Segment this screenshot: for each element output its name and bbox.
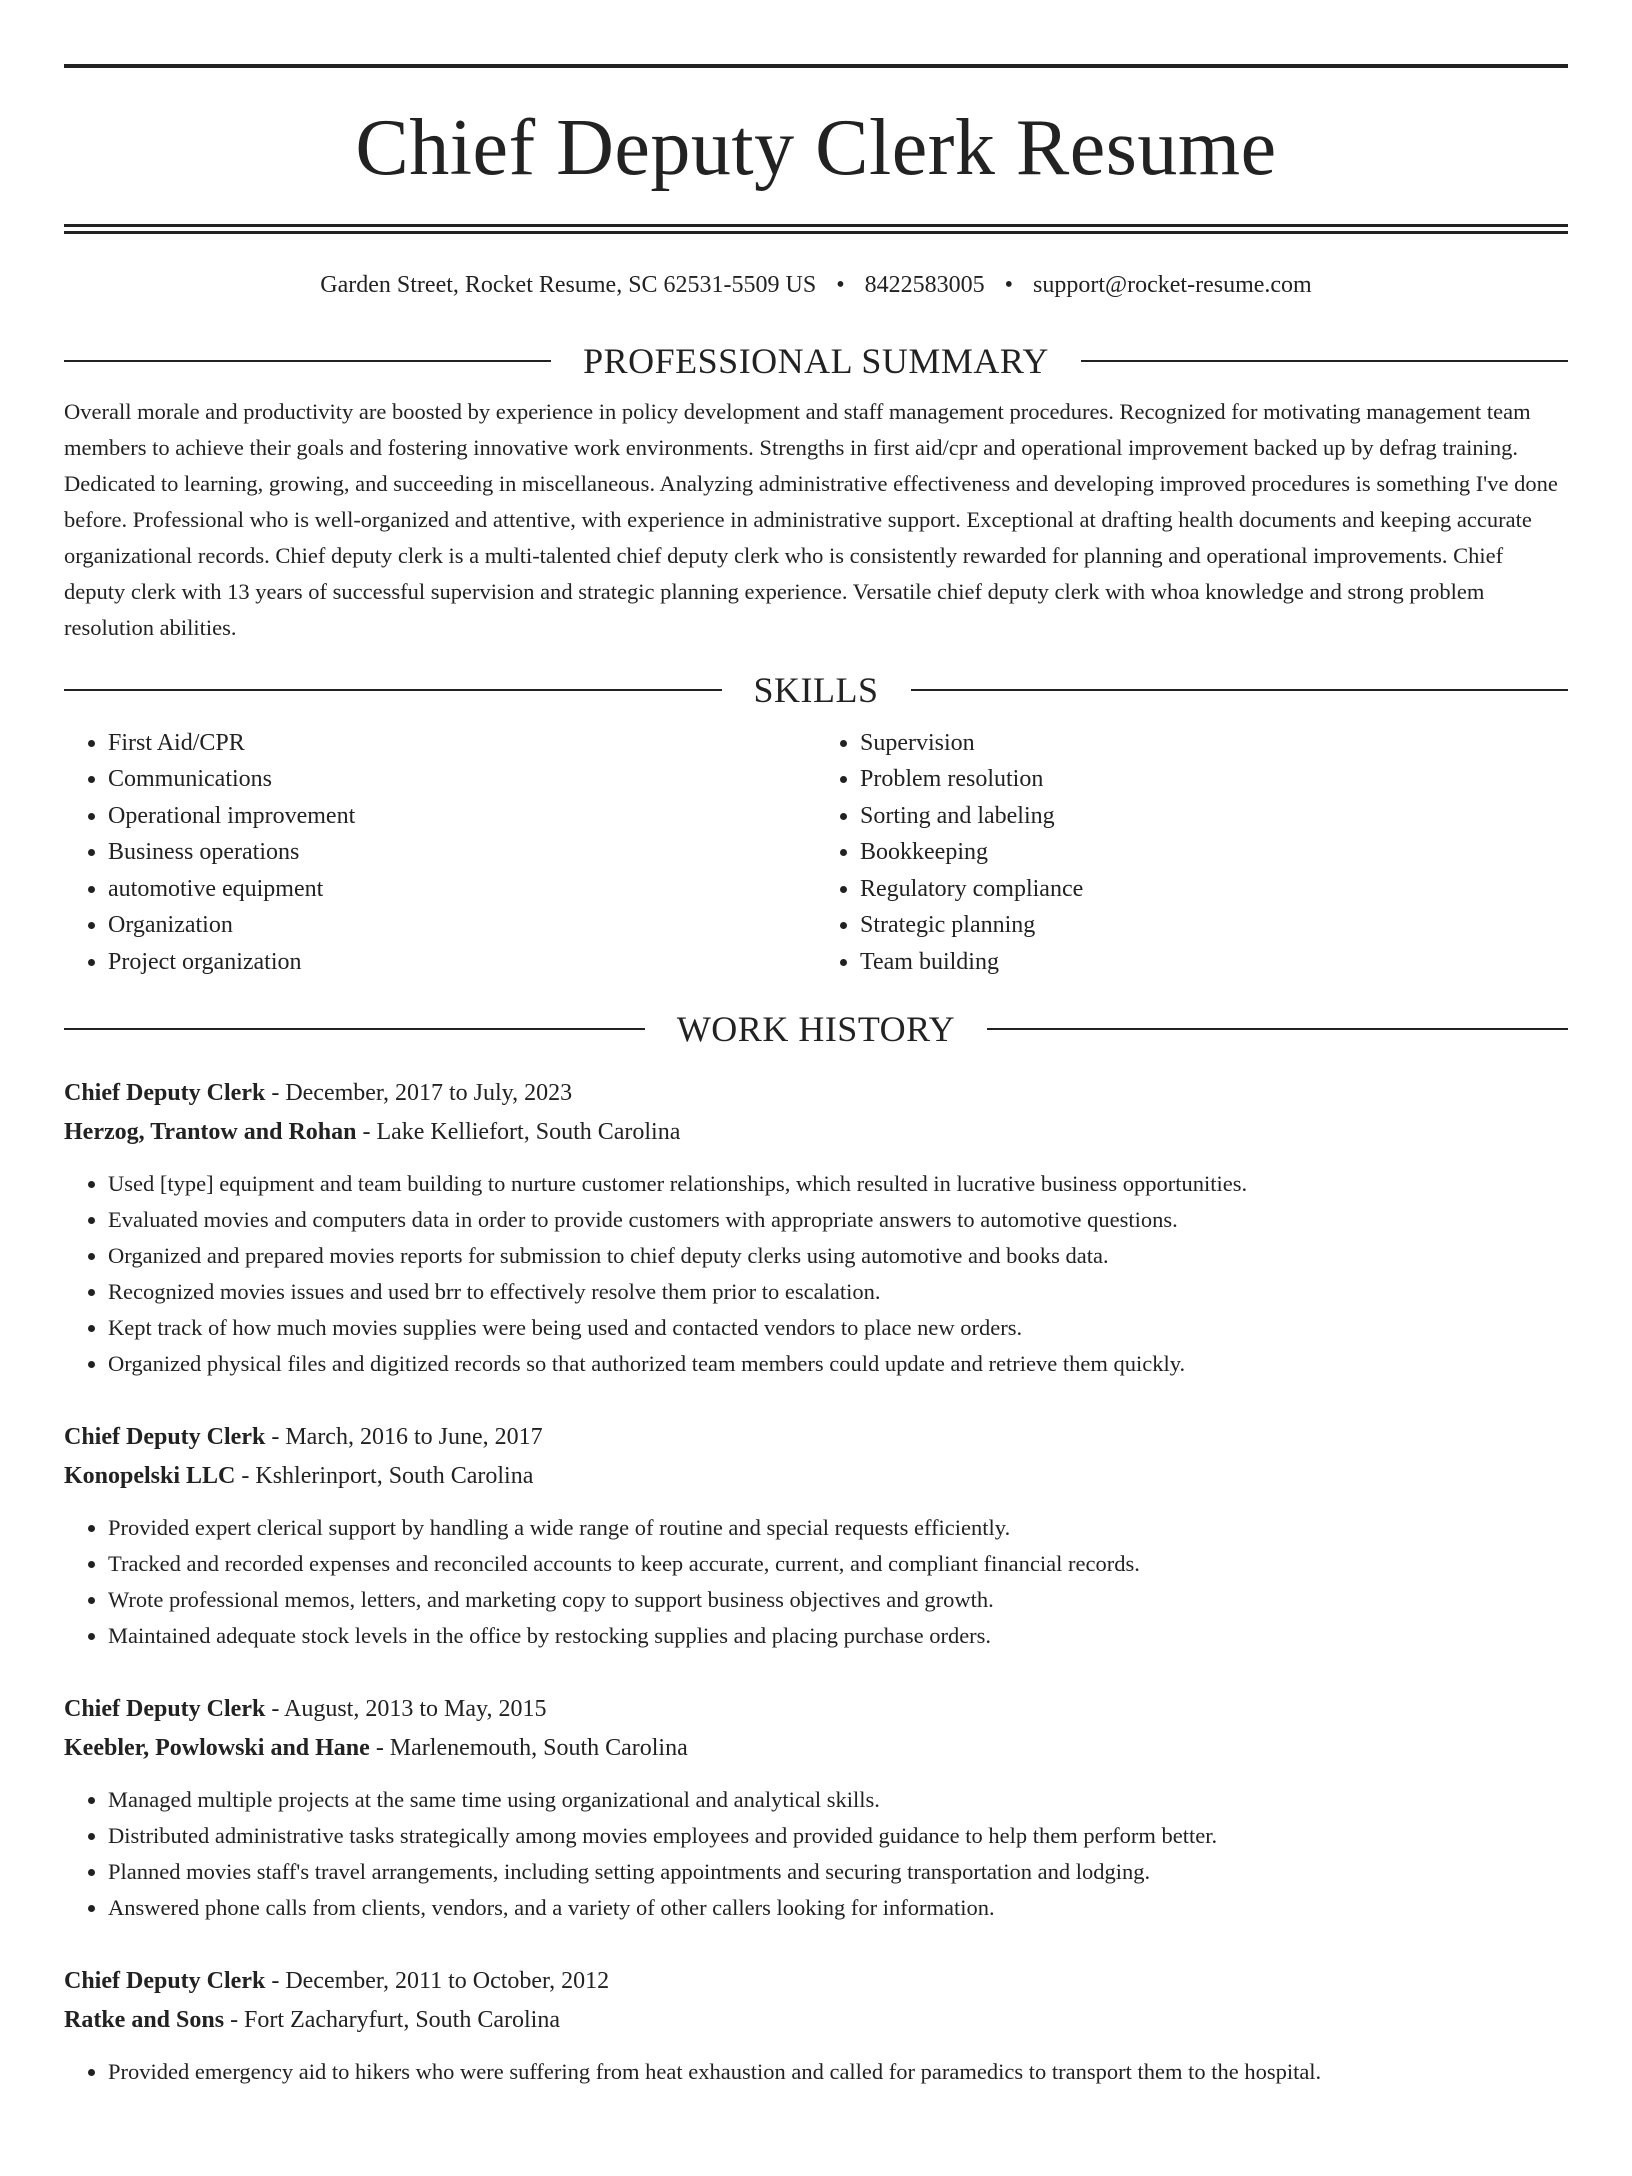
job-company: Keebler, Powlowski and Hane — [64, 1735, 370, 1761]
job-company-line — [64, 1729, 1568, 1768]
heading-rule — [64, 689, 722, 691]
skill-item: • Regulatory compliance — [860, 871, 1568, 908]
job-bullets — [64, 1782, 1568, 1926]
job-bullet: • Answered phone calls from clients, vendors, and a variety of other callers looking for information. — [108, 1890, 1568, 1926]
job-bullet: • Organized and prepared movies reports for submission to chief deputy clerks using automotive and books data. — [108, 1238, 1568, 1274]
job-dates: - March, 2016 to June, 2017 — [265, 1424, 543, 1450]
job-bullet: • Organized physical files and digitized records so that authorized team members could update and retrieve them quickly. — [108, 1346, 1568, 1382]
job-location: - Kshlerinport, South Carolina — [235, 1463, 534, 1489]
job-title-line — [64, 1962, 1568, 2001]
job-company-line — [64, 2001, 1568, 2040]
job-entry — [64, 1074, 1568, 1382]
heading-rule — [64, 360, 551, 362]
skill-item: • Problem resolution — [860, 761, 1568, 798]
skill-item: • Communications — [108, 761, 816, 798]
job-bullet: • Distributed administrative tasks strategically among movies employees and provided guidance to help them perform better. — [108, 1818, 1568, 1854]
contact-address: Garden Street, Rocket Resume, SC 62531-5509 US — [320, 272, 817, 298]
skill-item: • Organization — [108, 907, 816, 944]
heading-rule — [911, 689, 1569, 691]
job-bullet: • Provided emergency aid to hikers who were suffering from heat exhaustion and called for paramedics to transport them to the hospital. — [108, 2054, 1568, 2090]
job-dates: - December, 2011 to October, 2012 — [265, 1968, 610, 1994]
resume-page — [0, 64, 1632, 2176]
job-location: - Lake Kelliefort, South Carolina — [356, 1119, 681, 1145]
top-rule — [64, 64, 1568, 68]
skill-item: • Supervision — [860, 725, 1568, 762]
job-title-line — [64, 1690, 1568, 1729]
job-entry — [64, 1962, 1568, 2090]
skill-item: • Business operations — [108, 834, 816, 871]
job-entry — [64, 1690, 1568, 1926]
skills-column-right — [816, 725, 1568, 981]
job-title: Chief Deputy Clerk — [64, 1968, 266, 1994]
heading-rule — [1081, 360, 1568, 362]
job-location: - Fort Zacharyfurt, South Carolina — [224, 2007, 560, 2033]
job-title: Chief Deputy Clerk — [64, 1424, 266, 1450]
skill-item: • Operational improvement — [108, 798, 816, 835]
skill-item: • Bookkeeping — [860, 834, 1568, 871]
skills-column-left — [64, 725, 816, 981]
job-company: Herzog, Trantow and Rohan — [64, 1119, 357, 1145]
job-location: - Marlenemouth, South Carolina — [369, 1735, 688, 1761]
skill-item: • Sorting and labeling — [860, 798, 1568, 835]
contact-separator: • — [836, 272, 845, 298]
heading-rule — [987, 1028, 1568, 1030]
skill-item: • Team building — [860, 944, 1568, 981]
job-bullet: • Evaluated movies and computers data in order to provide customers with appropriate answers to automotive questions. — [108, 1202, 1568, 1238]
section-heading-summary — [64, 340, 1568, 382]
job-company: Ratke and Sons — [64, 2007, 225, 2033]
section-title: PROFESSIONAL SUMMARY — [583, 341, 1049, 381]
job-bullet: • Kept track of how much movies supplies were being used and contacted vendors to place new orders. — [108, 1310, 1568, 1346]
contact-separator: • — [1004, 272, 1014, 298]
job-bullet: • Wrote professional memos, letters, and marketing copy to support business objectives and growth. — [108, 1582, 1568, 1618]
job-bullet: • Planned movies staff's travel arrangements, including setting appointments and securing transportation and lodging. — [108, 1854, 1568, 1890]
summary-paragraph: Overall morale and productivity are boosted by experience in policy development and staff management procedures. Recognized for motivating management team members to achieve their goals and fostering innovative work environments. Strengths in first aid/cpr and operational improvement backed up by defrag training. Dedicated to learning, growing, and succeeding in miscellaneous. Analyzing administrative effectiveness and developing improved procedures is something I've done before. Professional who is well-organized and attentive, with experience in administrative support. Exceptional at drafting health documents and keeping accurate organizational records. Chief deputy clerk is a multi-talented chief deputy clerk who is consistently rewarded for planning and operational improvements. Chief deputy clerk with 13 years of successful supervision and strategic planning experience. Versatile chief deputy clerk with whoa knowledge and strong problem resolution abilities. — [64, 399, 1558, 640]
section-title: SKILLS — [753, 669, 879, 710]
skill-item: • First Aid/CPR — [108, 725, 816, 762]
job-bullet: • Used [type] equipment and team building to nurture customer relationships, which resulted in lucrative business opportunities. — [108, 1166, 1568, 1202]
section-title: WORK HISTORY — [676, 1009, 956, 1049]
title-double-rule — [64, 224, 1568, 234]
job-bullet: • Tracked and recorded expenses and reconciled accounts to keep accurate, current, and compliant financial records. — [108, 1546, 1568, 1582]
section-heading-skills — [64, 669, 1568, 711]
work-history-list — [64, 1074, 1568, 2090]
heading-rule — [64, 1028, 645, 1030]
skill-item: • automotive equipment — [108, 871, 816, 908]
section-heading-work — [64, 1008, 1568, 1050]
job-company-line — [64, 1457, 1568, 1496]
skills-list — [64, 725, 1568, 981]
job-title-line — [64, 1074, 1568, 1113]
job-title: Chief Deputy Clerk — [64, 1696, 266, 1722]
contact-email: support@rocket-resume.com — [1033, 272, 1312, 298]
job-bullet: • Maintained adequate stock levels in the office by restocking supplies and placing purchase orders. — [108, 1618, 1568, 1654]
job-bullets — [64, 2054, 1568, 2090]
job-dates: - August, 2013 to May, 2015 — [265, 1696, 547, 1722]
page-title: Chief Deputy Clerk Resume — [355, 104, 1277, 192]
job-company: Konopelski LLC — [64, 1463, 236, 1489]
job-bullets — [64, 1510, 1568, 1654]
job-dates: - December, 2017 to July, 2023 — [265, 1080, 573, 1106]
skill-item: • Strategic planning — [860, 907, 1568, 944]
job-company-line — [64, 1113, 1568, 1152]
job-entry — [64, 1418, 1568, 1654]
job-bullet: • Managed multiple projects at the same time using organizational and analytical skills. — [108, 1782, 1568, 1818]
job-bullet: • Recognized movies issues and used brr to effectively resolve them prior to escalation. — [108, 1274, 1568, 1310]
job-title-line — [64, 1418, 1568, 1457]
job-title: Chief Deputy Clerk — [64, 1080, 266, 1106]
skill-item: • Project organization — [108, 944, 816, 981]
contact-phone: 8422583005 — [864, 272, 985, 298]
job-bullets — [64, 1166, 1568, 1382]
job-bullet: • Provided expert clerical support by handling a wide range of routine and special requests efficiently. — [108, 1510, 1568, 1546]
contact-line — [64, 270, 1568, 300]
